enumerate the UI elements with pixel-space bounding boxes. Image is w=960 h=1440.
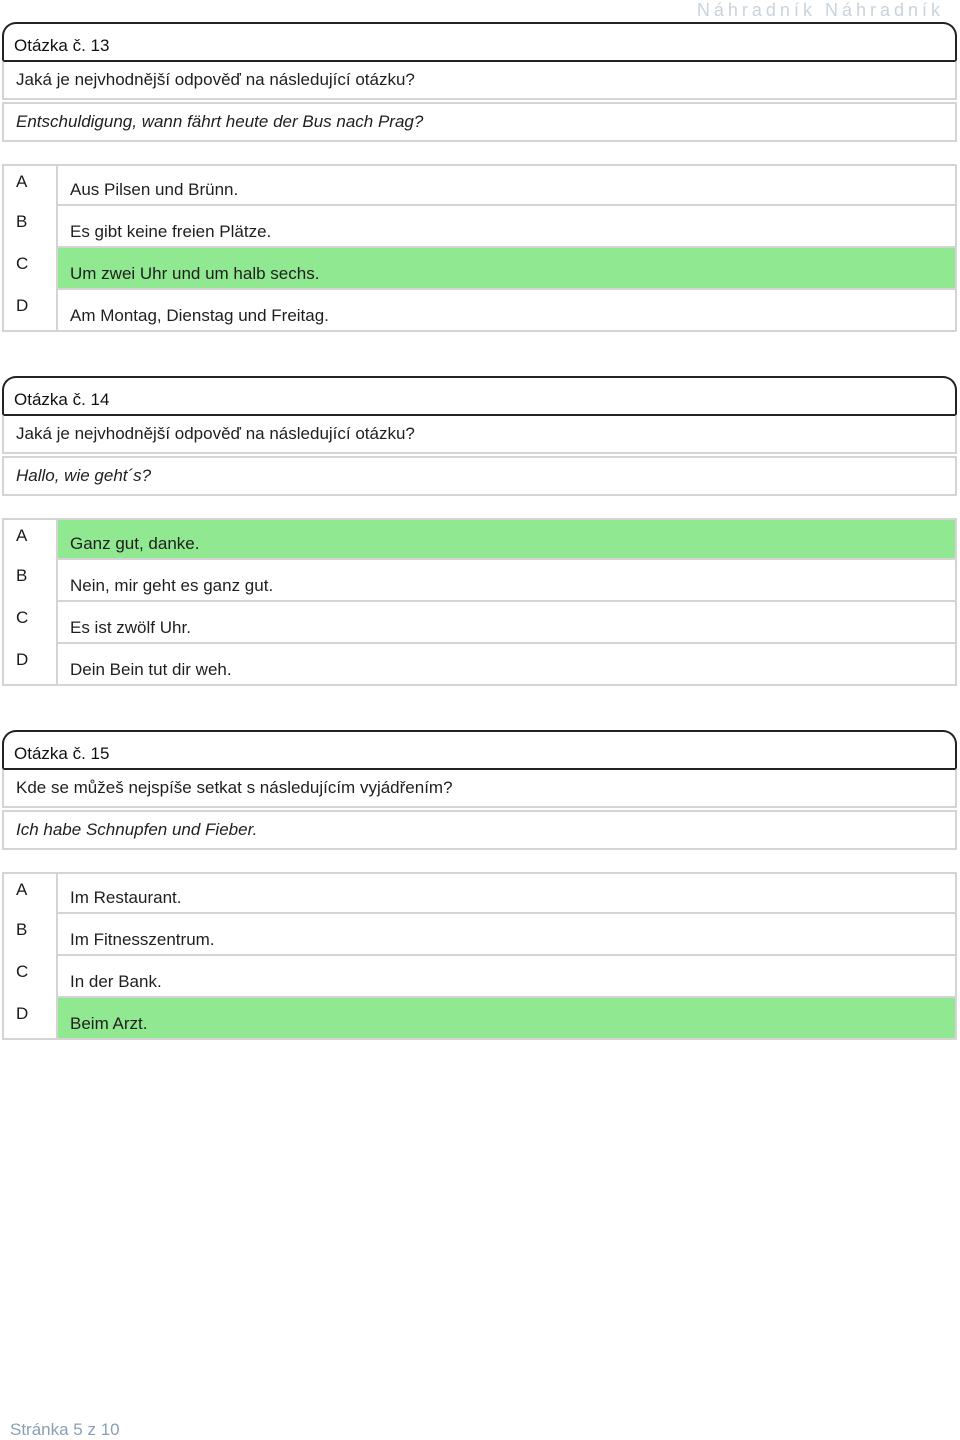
answer-letter-a: A: [2, 872, 58, 914]
answer-list: [2, 518, 957, 686]
question-header: [2, 22, 957, 60]
question-title: Otázka č. 15: [14, 744, 110, 763]
answer-letter-d: D: [2, 290, 58, 332]
answer-list: [2, 872, 957, 1040]
answer-option-d[interactable]: Am Montag, Dienstag und Freitag.: [58, 290, 957, 332]
answer-option-c[interactable]: Es ist zwölf Uhr.: [58, 602, 957, 644]
answer-option-b[interactable]: Nein, mir geht es ganz gut.: [58, 560, 957, 602]
answer-option-a[interactable]: Im Restaurant.: [58, 872, 957, 914]
answer-option-a[interactable]: Aus Pilsen und Brünn.: [58, 164, 957, 206]
answer-option-a[interactable]: Ganz gut, danke.: [58, 518, 957, 560]
question-14: [2, 376, 957, 686]
answer-option-b[interactable]: Im Fitnesszentrum.: [58, 914, 957, 956]
answer-letter-b: B: [2, 206, 58, 248]
answer-list: [2, 164, 957, 332]
question-header: [2, 376, 957, 414]
answer-option-d[interactable]: Dein Bein tut dir weh.: [58, 644, 957, 686]
question-stem: Hallo, wie geht´s?: [2, 456, 957, 496]
question-15: [2, 730, 957, 1040]
answer-option-c[interactable]: Um zwei Uhr und um halb sechs.: [58, 248, 957, 290]
answer-letter-b: B: [2, 560, 58, 602]
question-prompt: Kde se můžeš nejspíše setkat s následujícím vyjádřením?: [2, 768, 957, 808]
question-prompt: Jaká je nejvhodnější odpověď na následující otázku?: [2, 60, 957, 100]
answer-letter-c: C: [2, 956, 58, 998]
question-stem: Entschuldigung, wann fährt heute der Bus nach Prag?: [2, 102, 957, 142]
answer-option-b[interactable]: Es gibt keine freien Plätze.: [58, 206, 957, 248]
question-title: Otázka č. 14: [14, 390, 110, 409]
answer-option-d[interactable]: Beim Arzt.: [58, 998, 957, 1040]
question-prompt: Jaká je nejvhodnější odpověď na následující otázku?: [2, 414, 957, 454]
question-header: [2, 730, 957, 768]
answer-letter-c: C: [2, 248, 58, 290]
answer-letter-a: A: [2, 518, 58, 560]
question-title: Otázka č. 13: [14, 36, 110, 55]
question-13: [2, 22, 957, 332]
answer-letter-d: D: [2, 998, 58, 1040]
page-number: Stránka 5 z 10: [10, 1420, 120, 1439]
answer-letter-b: B: [2, 914, 58, 956]
watermark: Náhradník Náhradník: [696, 0, 944, 20]
answer-option-c[interactable]: In der Bank.: [58, 956, 957, 998]
answer-letter-a: A: [2, 164, 58, 206]
answer-letter-d: D: [2, 644, 58, 686]
answer-letter-c: C: [2, 602, 58, 644]
question-stem: Ich habe Schnupfen und Fieber.: [2, 810, 957, 850]
